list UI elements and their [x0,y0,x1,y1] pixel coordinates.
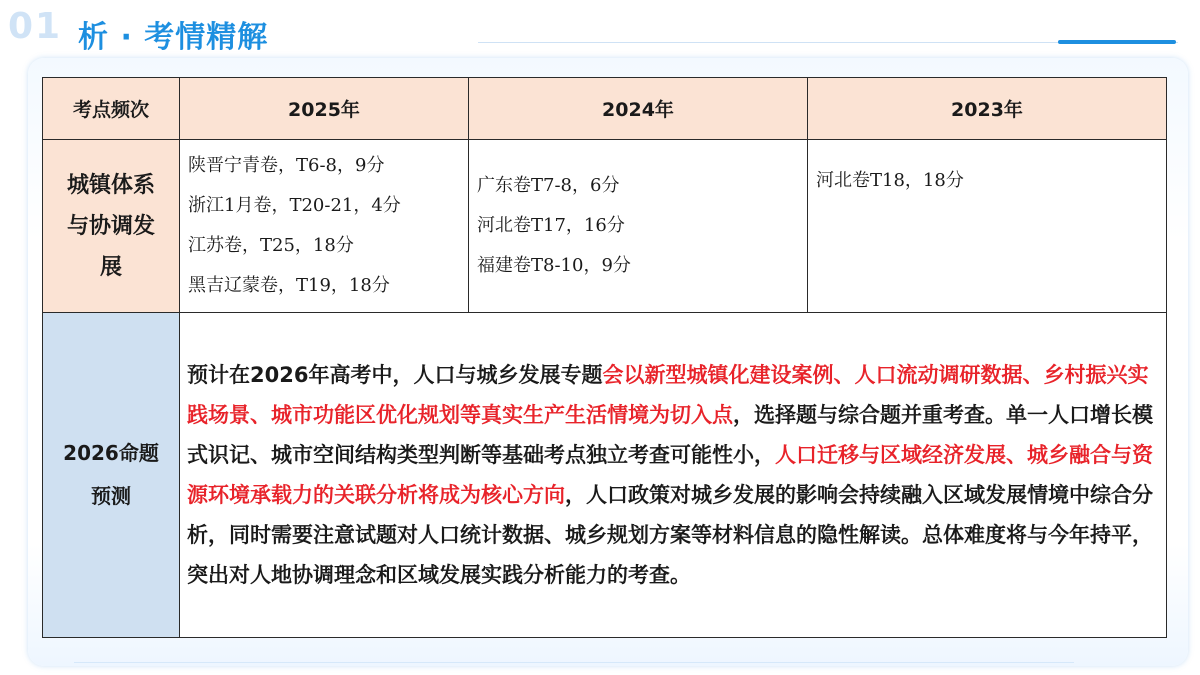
header-cell-2023: 2023年 [808,78,1167,140]
exam-item: 江苏卷，T25，18分 [188,235,354,256]
slide-header [0,0,1200,60]
section-title: 析 · 考情精解 [78,20,269,55]
exam-item: 广东卷T7-8，6分 [477,175,620,196]
exam-item: 陕晋宁青卷，T6-8，9分 [188,155,385,176]
exam-list-2023 [808,140,1166,195]
exam-item: 福建卷T8-10，9分 [477,255,631,276]
frame-bottom-divider [74,662,1074,663]
topic-row [43,140,1167,313]
prediction-text: ，人口政策对城乡发展的影响会持续融入区域发展情境中综合分析，同时需要注意试题对人口统计数据、城乡规划方案等材料信息的隐性解读。总体难度将与今年持平，突出对人地协调理念和区域发展实践分析能力的考查。 [187,483,1153,587]
exam-item: 浙江1月卷，T20-21，4分 [188,195,401,216]
prediction-label-line: 2026命题 [63,441,159,465]
prediction-highlight: 会以新型城镇化建设案例、人口流动调研数据、乡村振兴实践场景、城市功能区优化规划等真实生产生活情境为切入点 [187,363,1149,427]
exam-analysis-table [42,77,1167,638]
prediction-text-cell [180,313,1167,638]
header-accent-bar [1058,40,1176,44]
prediction-row [43,313,1167,638]
topic-label-line: 与协调发 [66,213,155,239]
header-cell-2024: 2024年 [469,78,808,140]
section-number: 01 [8,6,63,47]
topic-label-cell [43,140,180,313]
prediction-label-line: 预测 [91,484,131,508]
exam-item: 河北卷T18，18分 [816,170,964,191]
exam-list-2025 [180,146,468,306]
header-cell-frequency: 考点频次 [43,78,180,140]
exam-item: 黑吉辽蒙卷，T19，18分 [188,275,390,296]
table-header-row [43,78,1167,140]
exam-list-2024 [469,166,807,286]
topic-label-line: 展 [99,254,122,280]
topic-label-line: 城镇体系 [66,172,155,198]
prediction-text: 预计在2026年高考中，人口与城乡发展专题 [187,363,603,387]
exam-item: 河北卷T17，16分 [477,215,625,236]
prediction-text: ，选择题与综合题并重考查。单一人口增长模式识记、城市空间结构类型判断等基础考点独立考查可能性小， [187,403,1153,467]
header-cell-2025: 2025年 [180,78,469,140]
prediction-label-cell [43,313,180,638]
cell-2025-exams [180,140,469,313]
cell-2023-exams [808,140,1167,313]
prediction-highlight: 人口迁移与区域经济发展、城乡融合与资源环境承载力的关联分析将成为核心方向 [187,443,1153,507]
cell-2024-exams [469,140,808,313]
